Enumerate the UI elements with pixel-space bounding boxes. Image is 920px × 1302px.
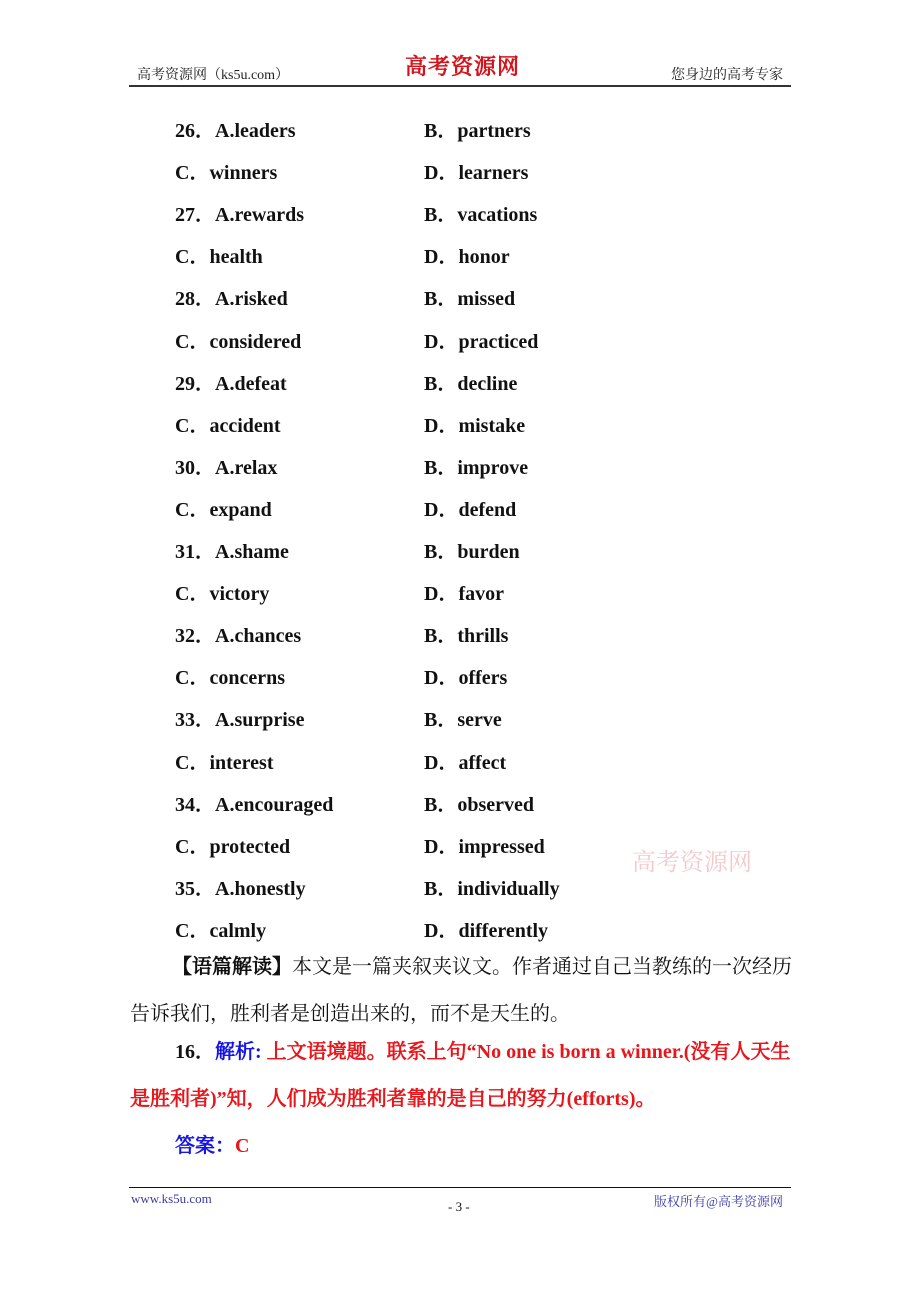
option-left: 35．A.honestly (175, 877, 306, 900)
option-left: 33．A.surprise (175, 709, 305, 732)
option-left: 27．A.rewards (175, 204, 305, 227)
option-left: C．victory (175, 583, 270, 606)
option-right: D．defend (424, 498, 517, 521)
summary-text: 本文是一篇夹叙夹议文。作者通过自己当教练的一次经历告诉我们，胜利者是创造出来的，而不是天生的。 (130, 956, 792, 1025)
option-right: B．serve (424, 709, 502, 732)
option-left: C．interest (175, 751, 274, 774)
option-left: 29．A.defeat (175, 372, 287, 395)
option-left: 30．A.relax (175, 456, 278, 479)
summary-label: 【语篇解读】 (172, 956, 292, 978)
footer-copyright: 版权所有@高考资源网 (654, 1194, 783, 1209)
option-right: B．vacations (424, 204, 538, 227)
option-left: C．calmly (175, 919, 267, 942)
option-right: D．mistake (424, 414, 526, 437)
option-left: 32．A.chances (175, 625, 302, 648)
option-right: B．individually (424, 877, 560, 900)
footer-link[interactable]: www.ks5u.com (131, 1191, 212, 1206)
option-left: C．protected (175, 835, 291, 858)
option-left: 31．A.shame (175, 541, 289, 563)
option-right: D．practiced (424, 330, 539, 353)
option-right: B．observed (424, 793, 534, 816)
option-right: B．decline (424, 372, 518, 395)
answer-label: 答案： (175, 1135, 235, 1157)
option-right: B．thrills (424, 625, 509, 648)
analysis-paragraph (130, 1029, 795, 1123)
header-logo: 高考资源网 (405, 54, 521, 80)
option-right: B．missed (424, 288, 516, 311)
option-right: D．favor (424, 583, 504, 606)
option-left: C．health (175, 246, 263, 269)
option-right: D．affect (424, 751, 507, 774)
option-left: C．considered (175, 330, 302, 353)
option-right: B．partners (424, 120, 531, 142)
option-left: 34．A.encouraged (175, 793, 334, 816)
watermark: 高考资源网 (632, 848, 752, 876)
option-right: D．differently (424, 919, 549, 942)
analysis-label: 解析: (215, 1041, 262, 1063)
option-left: 26．A.leaders (175, 120, 296, 142)
question-number: 16． (175, 1041, 215, 1063)
page-number: - 3 - (448, 1199, 470, 1214)
option-left: C．concerns (175, 667, 285, 690)
option-right: D．offers (424, 667, 508, 690)
option-right: D．impressed (424, 835, 545, 858)
header-slogan: 您身边的高考专家 (671, 68, 783, 83)
option-right: B．improve (424, 456, 529, 479)
option-right: B．burden (424, 541, 520, 563)
footer-rule (129, 1187, 791, 1188)
option-left: 28．A.risked (175, 288, 288, 311)
passage-summary (130, 944, 795, 1038)
option-left: C．accident (175, 414, 281, 437)
header-rule (129, 85, 791, 87)
option-left: C．winners (175, 162, 278, 185)
header-site-name: 高考资源网（ks5u.com） (137, 68, 290, 83)
answer-line (175, 1123, 840, 1170)
option-right: D．honor (424, 246, 510, 269)
analysis-text: 上文语境题。联系上句“No one is born a winner.(没有人天生是胜利者)”知，人们成为胜利者靠的是自己的努力(efforts)。 (130, 1041, 791, 1110)
option-left: C．expand (175, 498, 272, 521)
option-right: D．learners (424, 162, 529, 185)
answer-value: C (235, 1135, 250, 1157)
